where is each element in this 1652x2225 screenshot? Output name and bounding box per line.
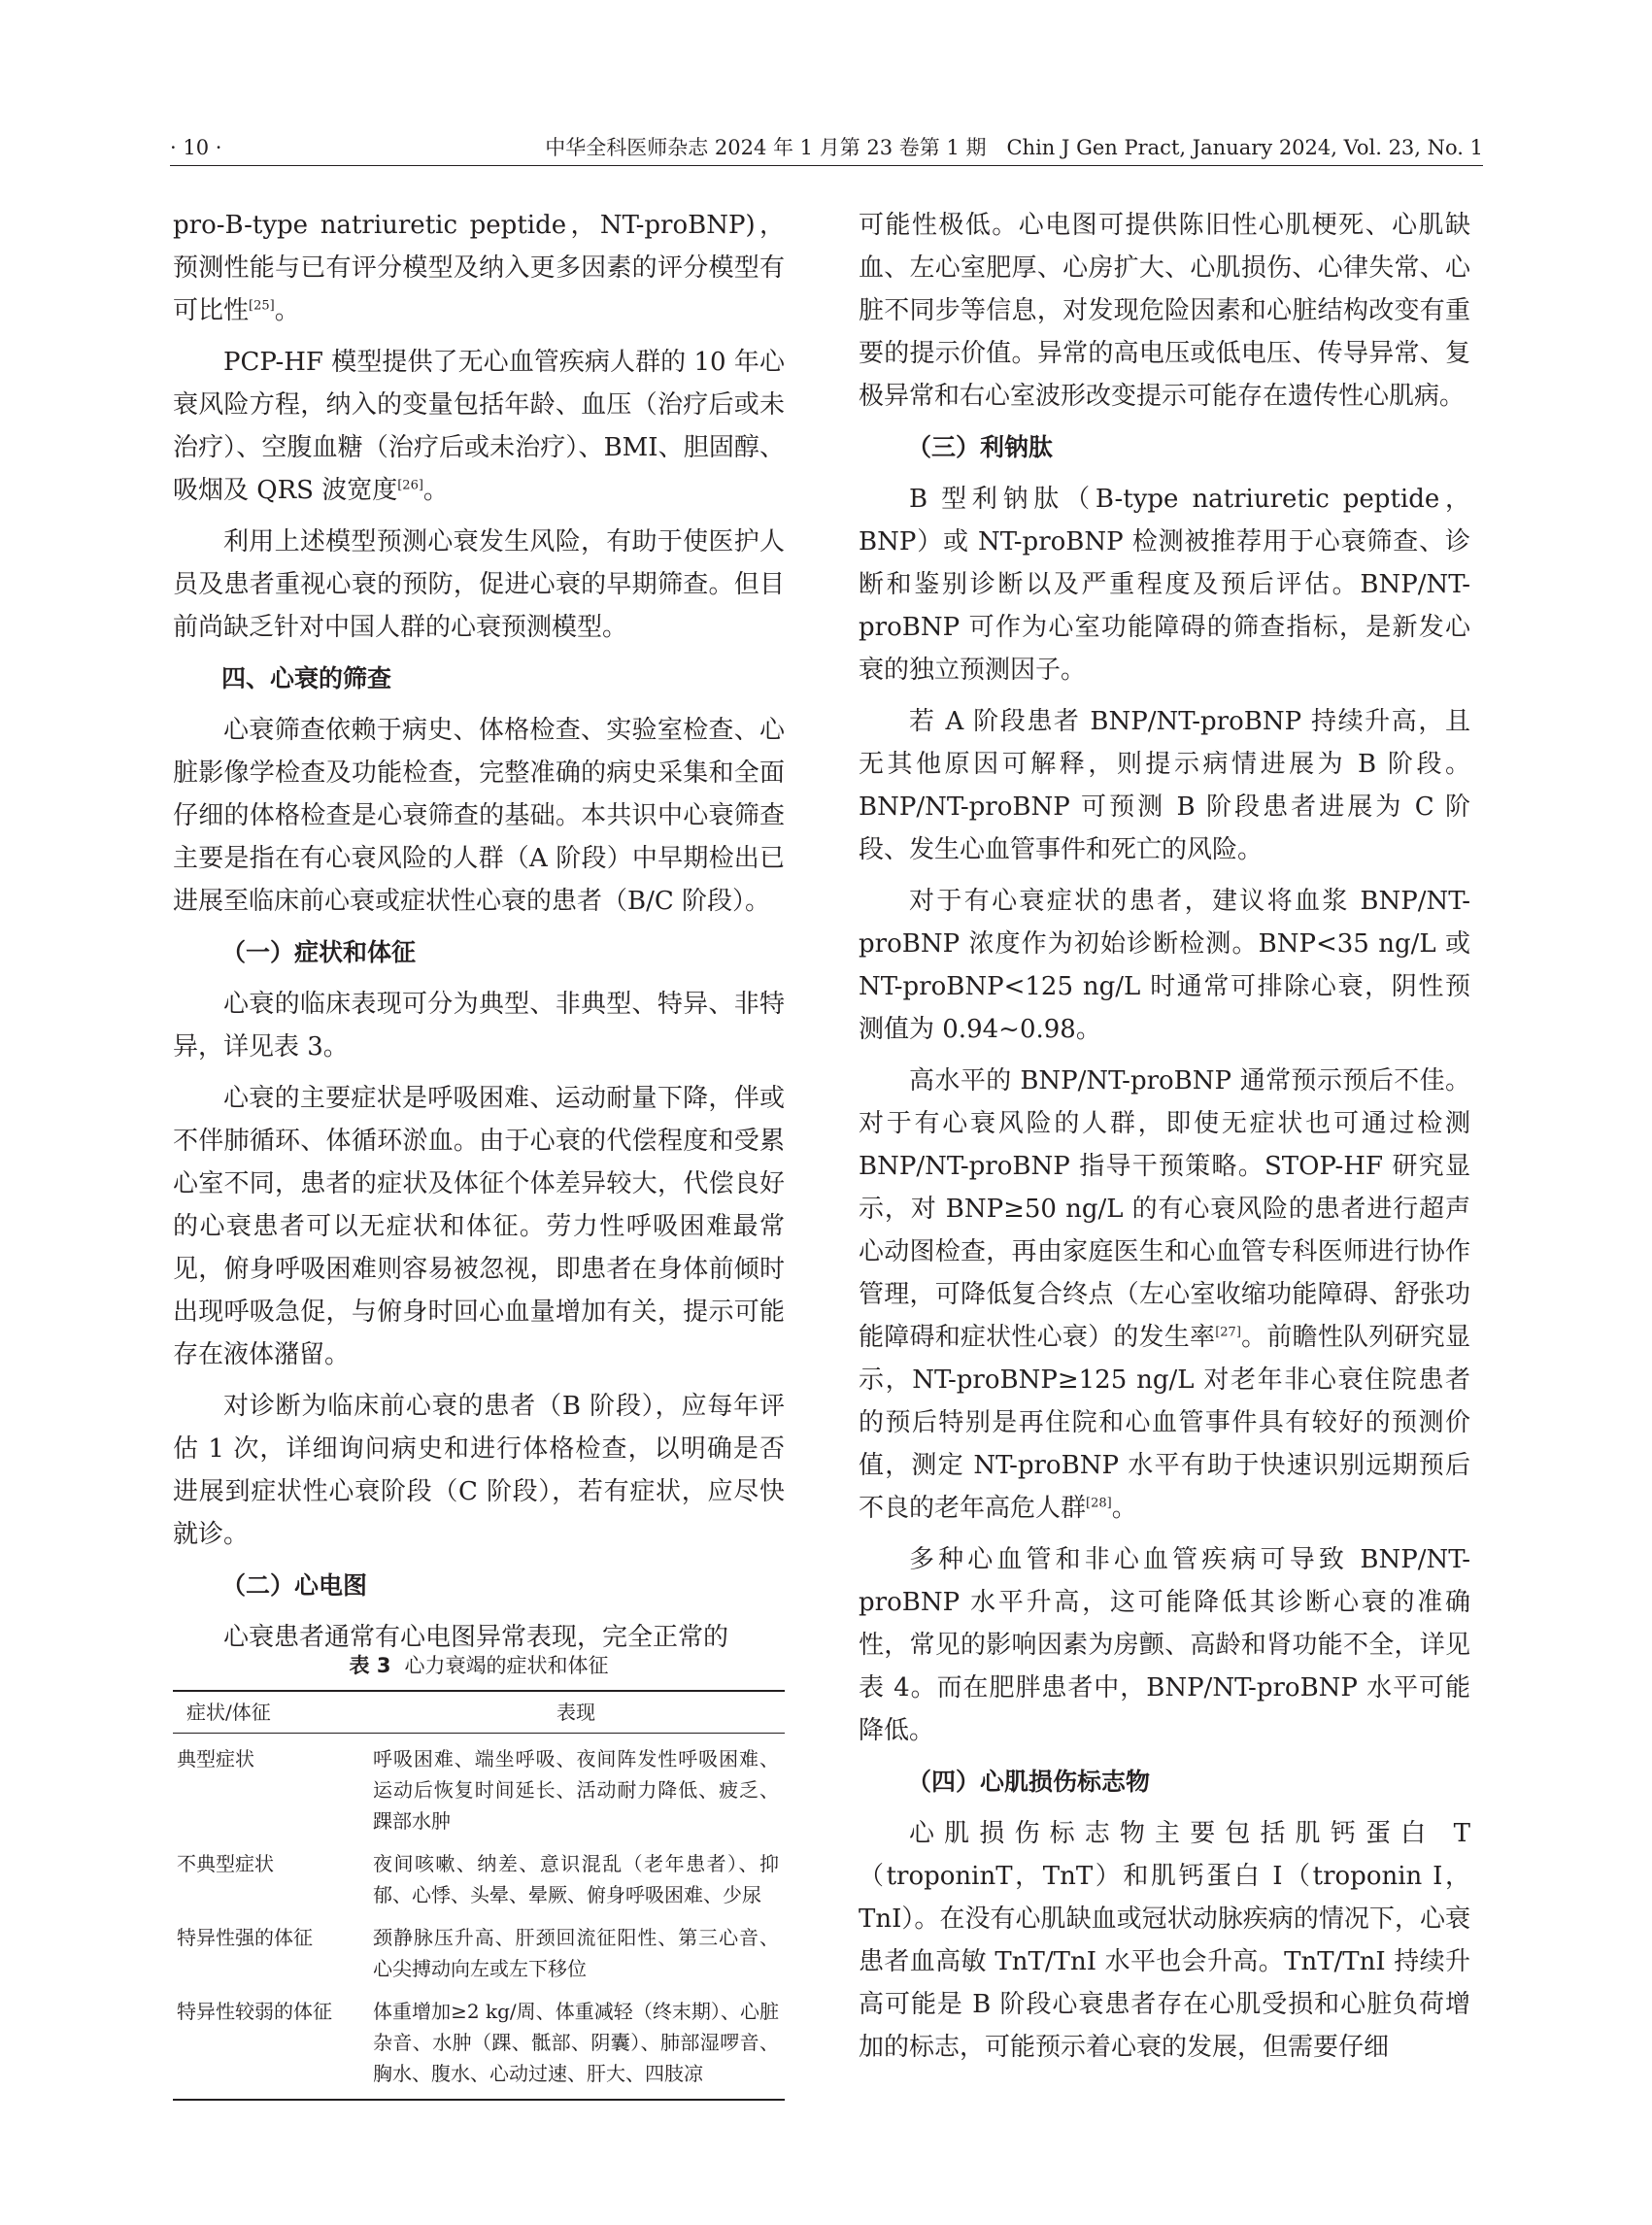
paragraph: 对诊断为临床前心衰的患者（B 阶段），应每年评估 1 次，详细询问病史和进行体格检查，以明确是否进展到症状性心衰阶段（C 阶段），若有症状，应尽快就诊。 <box>173 1392 785 1549</box>
table-cell: 特异性较弱的体征 <box>173 1990 367 2100</box>
paragraph: 对于有心衰症状的患者，建议将血浆 BNP/NT-proBNP 浓度作为初始诊断检测。BNP<35 ng/L 或 NT-proBNP<125 ng/L 时通常可排除心衰，阴性预测值为 0.94~0.98。 <box>859 887 1470 1044</box>
citation-ref[interactable]: [25] <box>249 298 275 314</box>
paragraph: 心衰的临床表现可分为典型、非典型、特异、非特异，详见表 3。 <box>173 990 785 1062</box>
table-header-row <box>173 1691 785 1734</box>
column-header: 表现 <box>367 1691 785 1734</box>
left-column <box>173 204 785 1668</box>
symptoms-table <box>173 1690 785 2101</box>
table-cell: 典型症状 <box>177 1747 254 1770</box>
table-3 <box>173 1651 785 2101</box>
paragraph: 心肌损伤标志物主要包括肌钙蛋白 T（troponinT，TnT）和肌钙蛋白 I（troponin I，TnI）。在没有心肌缺血或冠状动脉疾病的情况下，心衰患者血高敏 TnT/TnI 水平也会升高。TnT/TnI 持续升高可能是 B 阶段心衰患者存在心肌受损和心脏负荷增加的标志，可能预示着心衰的发展，但需要仔细 <box>859 1819 1470 2062</box>
table-cell: 呼吸困难、端坐呼吸、夜间阵发性呼吸困难、运动后恢复时间延长、活动耐力降低、疲乏、踝部水肿 <box>373 1747 779 1833</box>
table-caption <box>173 1651 785 1680</box>
journal-citation: 中华全科医师杂志 2024 年 1 月第 23 卷第 1 期 Chin J Gen Pract, January 2024, Vol. 23, No. 1 <box>545 136 1483 159</box>
paragraph: 利用上述模型预测心衰发生风险，有助于使医护人员及患者重视心衰的预防，促进心衰的早期筛查。但目前尚缺乏针对中国人群的心衰预测模型。 <box>173 527 785 642</box>
table-row <box>173 1916 785 1990</box>
subsection-heading: （一）症状和体征 <box>221 938 417 966</box>
paragraph: 可能性极低。心电图可提供陈旧性心肌梗死、心肌缺血、左心室肥厚、心房扩大、心肌损伤、心律失常、心脏不同步等信息，对发现危险因素和心脏结构改变有重要的提示价值。异常的高电压或低电压、传导异常、复极异常和右心室波形改变提示可能存在遗传性心肌病。 <box>859 211 1470 411</box>
paragraph: PCP-HF 模型提供了无心血管疾病人群的 10 年心衰风险方程，纳入的变量包括年龄、血压（治疗后或未治疗）、空腹血糖（治疗后或未治疗）、BMI、胆固醇、吸烟及 QRS 波宽度[26]。 <box>173 348 785 505</box>
table-cell: 不典型症状 <box>177 1852 274 1875</box>
table-cell: 夜间咳嗽、纳差、意识混乱（老年患者）、抑郁、心悸、头晕、晕厥、俯身呼吸困难、少尿 <box>373 1852 779 1906</box>
table-label: 表 3 <box>349 1654 391 1677</box>
citation-ref[interactable]: [27] <box>1215 1325 1241 1340</box>
table-cell: 颈静脉压升高、肝颈回流征阳性、第三心音、心尖搏动向左或左下移位 <box>373 1926 779 1980</box>
paragraph: pro-B-type natriuretic peptide，NT-proBNP)，预测性能与已有评分模型及纳入更多因素的评分模型有可比性[25]。 <box>173 211 785 325</box>
table-cell: 特异性强的体征 <box>177 1926 313 1949</box>
citation-ref[interactable]: [26] <box>397 478 423 493</box>
paragraph: 心衰的主要症状是呼吸困难、运动耐量下降，伴或不伴肺循环、体循环淤血。由于心衰的代偿程度和受累心室不同，患者的症状及体征个体差异较大，代偿良好的心衰患者可以无症状和体征。劳力性呼吸困难最常见，俯身呼吸困难则容易被忽视，即患者在身体前倾时出现呼吸急促，与俯身时回心血量增加有关，提示可能存在液体潴留。 <box>173 1084 785 1369</box>
table-row <box>173 1842 785 1916</box>
paragraph: 多种心血管和非心血管疾病可导致 BNP/NT-proBNP 水平升高，这可能降低其诊断心衰的准确性，常见的影响因素为房颤、高龄和肾功能不全，详见表 4。而在肥胖患者中，BNP/NT-proBNP 水平可能降低。 <box>859 1545 1470 1745</box>
subsection-heading: （四）心肌损伤标志物 <box>907 1768 1151 1796</box>
subsection-heading: （三）利钠肽 <box>907 433 1054 461</box>
table-title: 心力衰竭的症状和体征 <box>404 1654 609 1677</box>
paragraph: 心衰患者通常有心电图异常表现，完全正常的 <box>223 1623 729 1652</box>
paragraph: 若 A 阶段患者 BNP/NT-proBNP 持续升高，且无其他原因可解释，则提示病情进展为 B 阶段。BNP/NT-proBNP 可预测 B 阶段患者进展为 C 阶段、发生心血管事件和死亡的风险。 <box>859 707 1470 864</box>
page-number: · 10 · <box>170 136 222 159</box>
paragraph: 心衰筛查依赖于病史、体格检查、实验室检查、心脏影像学检查及功能检查，完整准确的病史采集和全面仔细的体格检查是心衰筛查的基础。本共识中心衰筛查主要是指在有心衰风险的人群（A 阶段）中早期检出已进展至临床前心衰或症状性心衰的患者（B/C 阶段）。 <box>173 716 785 916</box>
subsection-heading: （二）心电图 <box>221 1571 368 1600</box>
column-header: 症状/体征 <box>173 1691 367 1734</box>
table-row <box>173 1990 785 2100</box>
citation-ref[interactable]: [28] <box>1086 1496 1112 1511</box>
section-heading: 四、心衰的筛查 <box>221 664 392 692</box>
table-row <box>173 1734 785 1843</box>
right-column <box>859 204 1470 2077</box>
running-header <box>170 133 1483 162</box>
table-cell: 体重增加≥2 kg/周、体重减轻（终末期）、心脏杂音、水肿（踝、骶部、阴囊）、肺部湿啰音、胸水、腹水、心动过速、肝大、四肢凉 <box>367 1990 785 2100</box>
paragraph: B 型利钠肽（B-type natriuretic peptide，BNP）或 NT-proBNP 检测被推荐用于心衰筛查、诊断和鉴别诊断以及严重程度及预后评估。BNP/NT-proBNP 可作为心室功能障碍的筛查指标，是新发心衰的独立预测因子。 <box>859 485 1470 685</box>
header-rule <box>170 165 1483 166</box>
paragraph: 高水平的 BNP/NT-proBNP 通常预示预后不佳。对于有心衰风险的人群，即使无症状也可通过检测 BNP/NT-proBNP 指导干预策略。STOP-HF 研究显示，对 BNP≥50 ng/L 的有心衰风险的患者进行超声心动图检查，再由家庭医生和心血管专科医师进行协作管理，可降低复合终点（左心室收缩功能障碍、舒张功能障碍和症状性心衰）的发生率[27]。前瞻性队列研究显示，NT-proBNP≥125 ng/L 对老年非心衰住院患者的预后特别是再住院和心血管事件具有较好的预测价值，测定 NT-proBNP 水平有助于快速识别远期预后不良的老年高危人群[28]。 <box>859 1066 1470 1523</box>
